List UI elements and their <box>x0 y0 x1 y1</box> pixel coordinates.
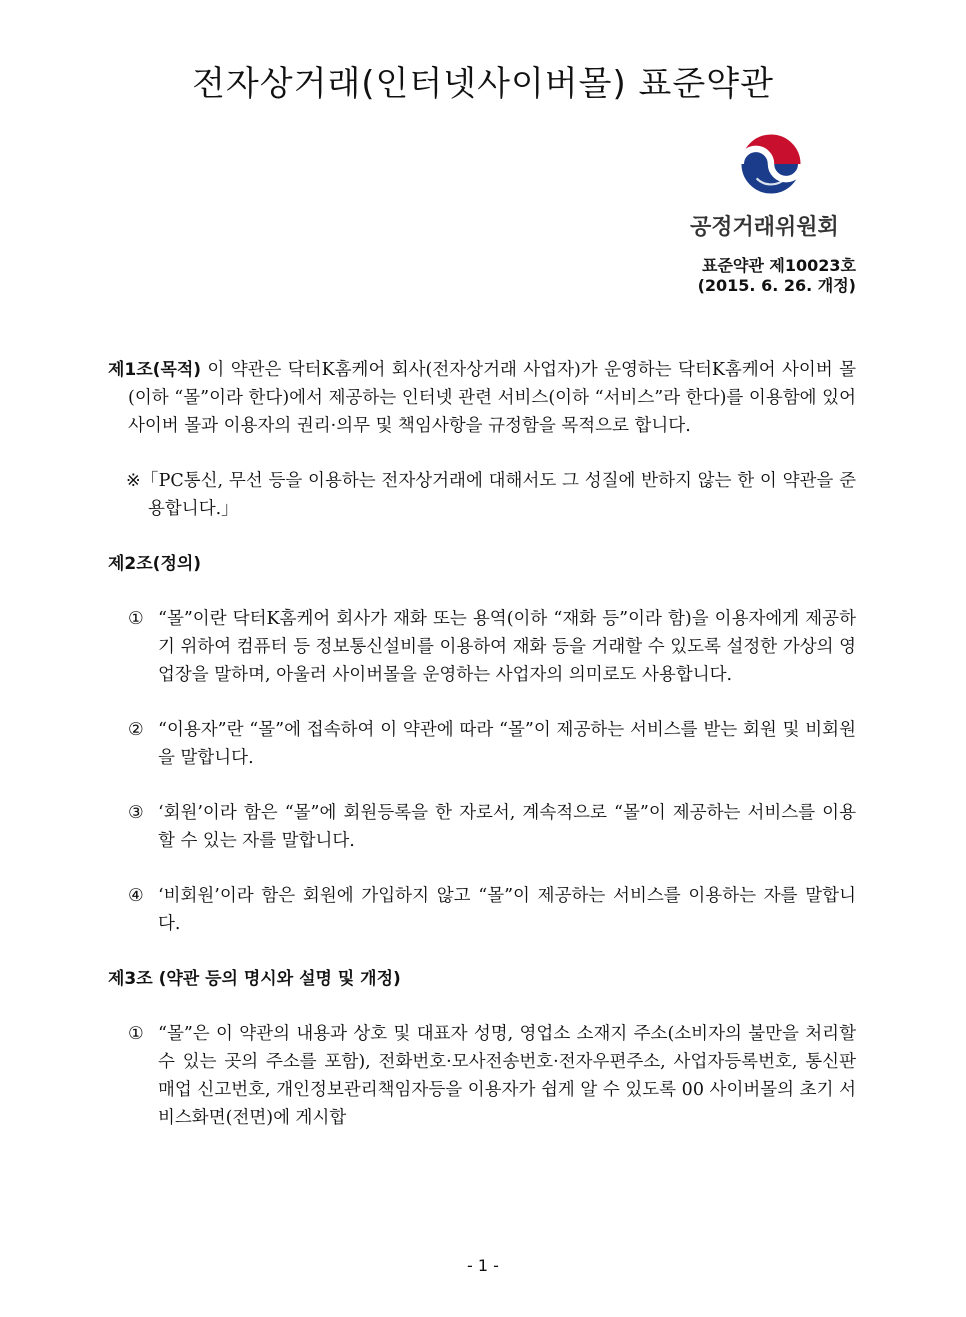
document-title: 전자상거래(인터넷사이버몰) 표준약관 <box>192 64 774 104</box>
article-2-item <box>108 605 856 689</box>
article-2-item <box>108 799 856 855</box>
item-number: ③ <box>128 803 144 823</box>
document-info <box>698 256 856 296</box>
doc-number: 표준약관 제10023호 <box>702 256 856 275</box>
item-text: ‘회원’이라 함은 “몰”에 회원등록을 한 자로서, 계속적으로 “몰”이 제공하는 서비스를 이용할 수 있는 자를 말합니다. <box>158 803 856 851</box>
article-2-heading: 제2조(정의) <box>108 554 202 574</box>
article-3-item <box>108 1020 856 1132</box>
item-text: “몰”은 이 약관의 내용과 상호 및 대표자 성명, 영업소 소재지 주소(소비자의 불만을 처리할 수 있는 곳의 주소를 포함), 전화번호·모사전송번호·전자우편주소, 사업자등록번호, 통신판매업 신고번호, 개인정보관리책임자등을 이용자가 쉽게 알 수 있도록 00 사이버몰의 초기 서비스화면(전면)에 게시합 <box>158 1024 856 1128</box>
item-text: ‘비회원’이라 함은 회원에 가입하지 않고 “몰”이 제공하는 서비스를 이용하는 자를 말합니다. <box>158 886 856 934</box>
item-number: ② <box>128 720 144 740</box>
article-2-item <box>108 716 856 772</box>
item-number: ④ <box>128 886 144 906</box>
page-number: - 1 - <box>467 1256 499 1275</box>
item-number: ① <box>128 609 144 629</box>
item-text: “이용자”란 “몰”에 접속하여 이 약관에 따라 “몰”이 제공하는 서비스를 받는 회원 및 비회원을 말합니다. <box>158 720 856 768</box>
revision-date: (2015. 6. 26. 개정) <box>697 276 856 295</box>
government-emblem-icon <box>735 128 807 200</box>
article-1-text: 이 약관은 닥터K홈케어 회사(전자상거래 사업자)가 운영하는 닥터K홈케어 사이버 몰(이하 “몰”이라 한다)에서 제공하는 인터넷 관련 서비스(이하 “서비스”라 한다)를 이용함에 있어 사이버 몰과 이용자의 권리·의무 및 책임사항을 규정함을 목적으로 합니다. <box>128 360 856 436</box>
item-text: “몰”이란 닥터K홈케어 회사가 재화 또는 용역(이하 “재화 등”이라 함)을 이용자에게 제공하기 위하여 컴퓨터 등 정보통신설비를 이용하여 재화 등을 거래할 수 있도록 설정한 가상의 영업장을 말하며, 아울러 사이버몰을 운영하는 사업자의 의미로도 사용합니다. <box>158 609 856 685</box>
terms-content <box>108 356 856 1132</box>
article-1-note: ※「PC통신, 무선 등을 이용하는 전자상거래에 대해서도 그 성질에 반하지 않는 한 이 약관을 준용합니다.」 <box>126 471 856 519</box>
article-1-heading: 제1조(목적) <box>108 360 202 380</box>
item-number: ① <box>128 1024 144 1044</box>
organization-name: 공정거래위원회 <box>690 215 839 240</box>
article-2-item <box>108 882 856 938</box>
article-3-heading: 제3조 (약관 등의 명시와 설명 및 개정) <box>108 969 401 989</box>
article-1 <box>108 356 856 440</box>
